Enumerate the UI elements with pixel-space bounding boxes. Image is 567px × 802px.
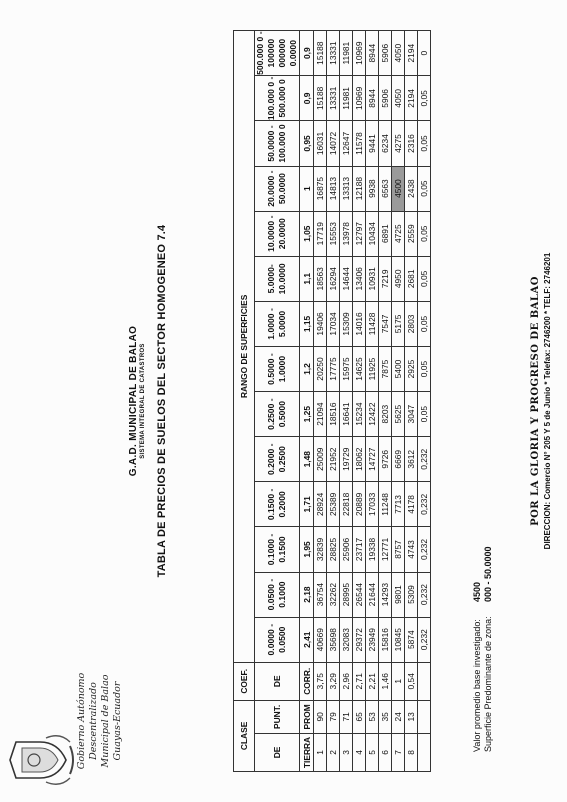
price-cell: 21094 xyxy=(314,392,327,437)
price-cell: 22818 xyxy=(340,482,353,527)
header-row-factors xyxy=(300,31,314,772)
range-header-3: 0.1000 - 0.1500 xyxy=(255,527,300,572)
punt-header: PUNT. xyxy=(255,700,300,733)
cell-prom: 71 xyxy=(340,700,353,733)
table-row xyxy=(379,31,392,772)
price-cell: 5906 xyxy=(379,31,392,76)
cell-corr: 1,46 xyxy=(379,662,392,700)
table-row xyxy=(314,31,327,772)
header-row-ranges xyxy=(255,31,300,772)
government-label xyxy=(76,646,124,796)
bottom-cell: 0,232 xyxy=(418,437,431,482)
factor-cell-6: 1,25 xyxy=(300,392,314,437)
price-cell: 20250 xyxy=(314,346,327,391)
range-header-4: 0.1500 - 0.2000 xyxy=(255,482,300,527)
gov-line-3: Guayas-Ecuador xyxy=(112,681,123,761)
price-cell: 2559 xyxy=(405,211,418,256)
price-cell: 12647 xyxy=(340,121,353,166)
price-cell: 28825 xyxy=(327,527,340,572)
price-cell: 13331 xyxy=(327,76,340,121)
price-cell: 13406 xyxy=(353,256,366,301)
price-cell: 17719 xyxy=(314,211,327,256)
price-cell: 14727 xyxy=(366,437,379,482)
bottom-cell: 0,05 xyxy=(418,392,431,437)
bottom-cell: 0,05 xyxy=(418,211,431,256)
price-cell: 13313 xyxy=(340,166,353,211)
price-cell: 4950 xyxy=(392,256,405,301)
bottom-cell: 0,05 xyxy=(418,121,431,166)
cell-corr: 2,71 xyxy=(353,662,366,700)
bottom-cell: 0,05 xyxy=(418,166,431,211)
price-cell: 23717 xyxy=(353,527,366,572)
range-header-10: 10.0000 - 20.0000 xyxy=(255,211,300,256)
price-cell: 32839 xyxy=(314,527,327,572)
cell-corr: 2,96 xyxy=(340,662,353,700)
address-line: DIRECCION: Comercio N° 205 Y 5 de Junio * Telefax: 2746200 * TELF: 2746201 xyxy=(543,252,552,550)
price-cell: 2438 xyxy=(405,166,418,211)
price-cell: 15309 xyxy=(340,301,353,346)
price-cell: 32083 xyxy=(340,617,353,662)
table-row xyxy=(327,31,340,772)
clase-header: CLASE xyxy=(234,700,255,771)
price-cell: 10969 xyxy=(353,31,366,76)
price-cell: 5175 xyxy=(392,301,405,346)
bottom-cell: 0,232 xyxy=(418,617,431,662)
table-row-bottom xyxy=(418,31,431,772)
price-cell: 15816 xyxy=(379,617,392,662)
price-cell: 25906 xyxy=(340,527,353,572)
page-subtitle: SISTEMA INTEGRAL DE CATASTROS xyxy=(140,343,146,459)
price-cell: 9801 xyxy=(392,572,405,617)
price-cell: 5874 xyxy=(405,617,418,662)
price-cell: 16031 xyxy=(314,121,327,166)
range-header-12: 50.0000 - 100.000 0 xyxy=(255,121,300,166)
promedio-label: Valor promedio base investigado: xyxy=(472,619,482,752)
prom-header: PROM xyxy=(300,700,314,733)
price-cell: 28924 xyxy=(314,482,327,527)
range-header-9: 5.0000- 10.0000 xyxy=(255,256,300,301)
factor-cell-2: 2,18 xyxy=(300,572,314,617)
price-cell: 6563 xyxy=(379,166,392,211)
range-header-2: 0.0500 - 0.1000 xyxy=(255,572,300,617)
price-cell: 5309 xyxy=(405,572,418,617)
range-header-6: 0.2500 - 0.5000 xyxy=(255,392,300,437)
bottom-cell: 0,05 xyxy=(418,256,431,301)
de-header: DE xyxy=(255,733,300,771)
price-cell: 20889 xyxy=(353,482,366,527)
price-cell: 2316 xyxy=(405,121,418,166)
price-cell: 15975 xyxy=(340,346,353,391)
price-cell: 9726 xyxy=(379,437,392,482)
header-row-caption xyxy=(234,31,255,772)
price-cell: 15188 xyxy=(314,31,327,76)
price-cell: 11981 xyxy=(340,31,353,76)
price-cell: 26544 xyxy=(353,572,366,617)
cell-corr: 1 xyxy=(392,662,405,700)
price-cell: 23949 xyxy=(366,617,379,662)
price-cell: 4743 xyxy=(405,527,418,572)
cell-corr: 3,29 xyxy=(327,662,340,700)
empty-cell xyxy=(418,700,431,733)
price-cell: 8203 xyxy=(379,392,392,437)
price-cell: 4500 xyxy=(392,166,405,211)
page-title: G.A.D. MUNICIPAL DE BALAO xyxy=(128,325,139,477)
factor-cell-14: 0,9 xyxy=(300,31,314,76)
price-cell: 17034 xyxy=(327,301,340,346)
price-cell: 10969 xyxy=(353,76,366,121)
price-cell: 17775 xyxy=(327,346,340,391)
factor-cell-8: 1,15 xyxy=(300,301,314,346)
price-cell: 12188 xyxy=(353,166,366,211)
price-cell: 11248 xyxy=(379,482,392,527)
price-cell: 4275 xyxy=(392,121,405,166)
range-header-1: 0.0000 - 0.0500 xyxy=(255,617,300,662)
table-row xyxy=(405,31,418,772)
price-cell: 12797 xyxy=(353,211,366,256)
empty-cell xyxy=(418,662,431,700)
price-cell: 11578 xyxy=(353,121,366,166)
price-cell: 7219 xyxy=(379,256,392,301)
bottom-cell: 0,05 xyxy=(418,76,431,121)
price-cell: 2803 xyxy=(405,301,418,346)
cell-tierra: 2 xyxy=(327,733,340,771)
price-cell: 28995 xyxy=(340,572,353,617)
bottom-cell: 0,232 xyxy=(418,527,431,572)
price-cell: 14016 xyxy=(353,301,366,346)
table-row xyxy=(340,31,353,772)
table-row xyxy=(392,31,405,772)
price-cell: 19338 xyxy=(366,527,379,572)
cell-prom: 53 xyxy=(366,700,379,733)
price-cell: 29372 xyxy=(353,617,366,662)
address-block xyxy=(530,0,552,802)
range-header-11: 20.0000 - 50.0000 xyxy=(255,166,300,211)
table-row xyxy=(353,31,366,772)
price-cell: 12771 xyxy=(379,527,392,572)
corr-header: CORR. xyxy=(300,662,314,700)
municipal-seal-icon xyxy=(6,728,78,792)
rango-header: RANGO DE SUPERFICIES xyxy=(234,31,255,663)
price-cell: 2194 xyxy=(405,76,418,121)
price-cell: 10931 xyxy=(366,256,379,301)
range-header-5: 0.2000 - 0.2500 xyxy=(255,437,300,482)
cell-tierra: 8 xyxy=(405,733,418,771)
footer-info xyxy=(472,546,494,752)
price-cell: 14625 xyxy=(353,346,366,391)
cell-prom: 90 xyxy=(314,700,327,733)
price-cell: 21952 xyxy=(327,437,340,482)
de2-header: DE xyxy=(255,662,300,700)
price-cell: 11428 xyxy=(366,301,379,346)
price-cell: 18062 xyxy=(353,437,366,482)
bottom-cell: 0,232 xyxy=(418,482,431,527)
bottom-cell: 0,05 xyxy=(418,301,431,346)
factor-cell-7: 1,2 xyxy=(300,346,314,391)
factor-cell-9: 1,1 xyxy=(300,256,314,301)
cell-corr: 2,21 xyxy=(366,662,379,700)
price-cell: 15553 xyxy=(327,211,340,256)
factor-cell-11: 1 xyxy=(300,166,314,211)
price-cell: 5400 xyxy=(392,346,405,391)
price-cell: 2925 xyxy=(405,346,418,391)
price-cell: 18563 xyxy=(314,256,327,301)
range-header-7: 0.5000 - 1.0000 xyxy=(255,346,300,391)
range-header-14: 500.000 0 - 100000 000000 0.0000 xyxy=(255,31,298,75)
price-cell: 19729 xyxy=(340,437,353,482)
price-cell: 4050 xyxy=(392,76,405,121)
price-cell: 25009 xyxy=(314,437,327,482)
price-cell: 40669 xyxy=(314,617,327,662)
cell-tierra: 3 xyxy=(340,733,353,771)
table-row xyxy=(366,31,379,772)
range-header-8: 1.0000 - 5.0000 xyxy=(255,301,300,346)
price-cell: 5906 xyxy=(379,76,392,121)
price-cell: 11981 xyxy=(340,76,353,121)
price-cell: 17033 xyxy=(366,482,379,527)
price-cell: 4725 xyxy=(392,211,405,256)
cell-tierra: 6 xyxy=(379,733,392,771)
bottom-cell: 0 xyxy=(418,31,431,76)
factor-cell-1: 2,41 xyxy=(300,617,314,662)
factor-cell-12: 0,95 xyxy=(300,121,314,166)
cell-corr: 3,75 xyxy=(314,662,327,700)
price-cell: 5625 xyxy=(392,392,405,437)
price-table xyxy=(233,30,431,772)
price-cell: 3612 xyxy=(405,437,418,482)
coef-header: COEF. xyxy=(234,662,255,700)
price-cell: 9938 xyxy=(366,166,379,211)
factor-cell-4: 1,71 xyxy=(300,482,314,527)
factor-cell-5: 1,48 xyxy=(300,437,314,482)
price-cell: 4050 xyxy=(392,31,405,76)
bottom-cell: 0,05 xyxy=(418,346,431,391)
price-cell: 11925 xyxy=(366,346,379,391)
price-cell: 36754 xyxy=(314,572,327,617)
price-cell: 6669 xyxy=(392,437,405,482)
price-cell: 15188 xyxy=(314,76,327,121)
price-cell: 8944 xyxy=(366,31,379,76)
price-cell: 14293 xyxy=(379,572,392,617)
price-cell: 25389 xyxy=(327,482,340,527)
cell-corr: 0,54 xyxy=(405,662,418,700)
price-cell: 12422 xyxy=(366,392,379,437)
price-cell: 18516 xyxy=(327,392,340,437)
cell-tierra: 1 xyxy=(314,733,327,771)
range-header-13: 100.000 0 - 500.000 0 xyxy=(255,76,300,121)
superficie-value: 000 - 50.0000 xyxy=(483,546,493,602)
price-cell: 19406 xyxy=(314,301,327,346)
cell-prom: 65 xyxy=(353,700,366,733)
cell-prom: 24 xyxy=(392,700,405,733)
title-block xyxy=(128,0,168,802)
price-cell: 2681 xyxy=(405,256,418,301)
bottom-cell: 0,232 xyxy=(418,572,431,617)
price-cell: 7875 xyxy=(379,346,392,391)
factor-cell-10: 1,05 xyxy=(300,211,314,256)
price-cell: 8944 xyxy=(366,76,379,121)
gov-line-1: Gobierno Autónomo Descentralizado xyxy=(76,672,99,770)
factor-cell-13: 0,9 xyxy=(300,76,314,121)
price-cell: 9441 xyxy=(366,121,379,166)
cell-tierra: 7 xyxy=(392,733,405,771)
price-cell: 13978 xyxy=(340,211,353,256)
price-cell: 13331 xyxy=(327,31,340,76)
price-cell: 32262 xyxy=(327,572,340,617)
price-cell: 15234 xyxy=(353,392,366,437)
price-cell: 21644 xyxy=(366,572,379,617)
cell-prom: 79 xyxy=(327,700,340,733)
price-cell: 10434 xyxy=(366,211,379,256)
price-cell: 4178 xyxy=(405,482,418,527)
table-title: TABLA DE PRECIOS DE SUELOS DEL SECTOR HOMOGENEO 7.4 xyxy=(156,224,168,578)
price-cell: 6891 xyxy=(379,211,392,256)
org-name: POR LA GLORIA Y PROGRESO DE BALAO xyxy=(530,276,541,526)
empty-cell xyxy=(418,733,431,771)
price-cell: 14644 xyxy=(340,256,353,301)
price-cell: 8757 xyxy=(392,527,405,572)
price-cell: 7547 xyxy=(379,301,392,346)
gov-line-2: Municipal de Balao xyxy=(100,674,111,768)
price-cell: 7713 xyxy=(392,482,405,527)
price-cell: 35698 xyxy=(327,617,340,662)
promedio-value: 4500 xyxy=(472,581,482,602)
superficie-label: Superficie Predominante de zona: xyxy=(483,616,493,752)
cell-tierra: 5 xyxy=(366,733,379,771)
price-cell: 2194 xyxy=(405,31,418,76)
price-cell: 14813 xyxy=(327,166,340,211)
price-cell: 6234 xyxy=(379,121,392,166)
price-cell: 10845 xyxy=(392,617,405,662)
cell-tierra: 4 xyxy=(353,733,366,771)
price-cell: 16875 xyxy=(314,166,327,211)
factor-cell-3: 1,95 xyxy=(300,527,314,572)
cell-prom: 13 xyxy=(405,700,418,733)
price-cell: 3047 xyxy=(405,392,418,437)
price-cell: 14072 xyxy=(327,121,340,166)
cell-prom: 35 xyxy=(379,700,392,733)
price-cell: 16294 xyxy=(327,256,340,301)
price-cell: 16641 xyxy=(340,392,353,437)
tierra-header: TIERRA xyxy=(300,733,314,771)
